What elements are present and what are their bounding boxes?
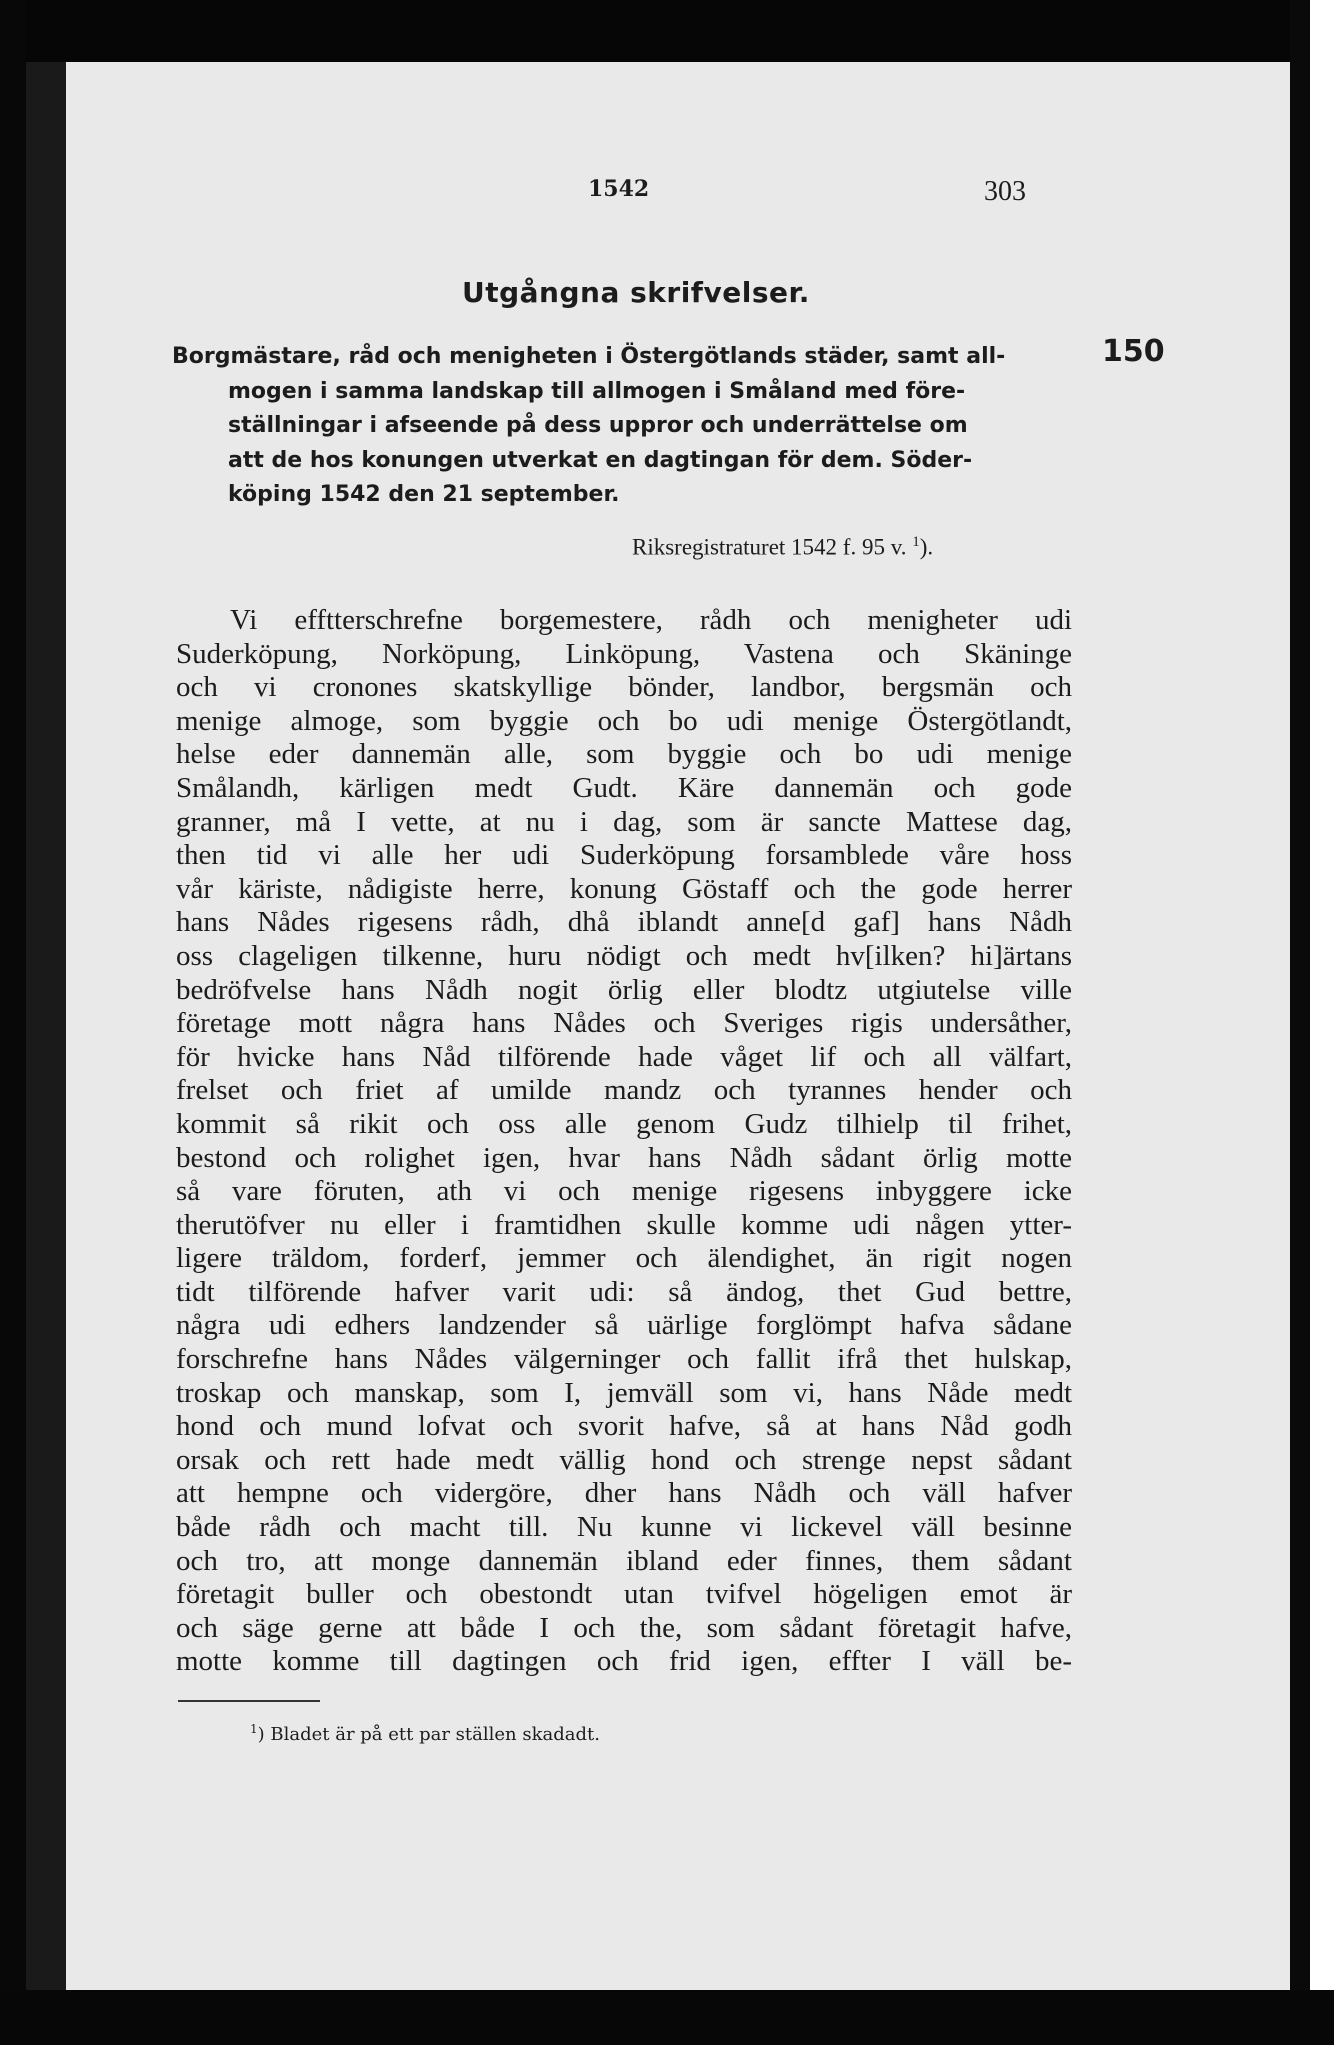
body-line: helse eder dannemän alle, som byggie och bo udi menige	[176, 738, 1072, 771]
scan-border-left	[0, 0, 26, 2045]
body-line: menige almoge, som byggie och bo udi menige Östergötlandt,	[176, 704, 1072, 737]
body-line: hans Nådes rigesens rådh, dhå iblandt anne[d gaf] hans Nådh	[176, 906, 1072, 939]
body-line: några udi edhers landzender så uärlige forglömpt hafva sådane	[176, 1309, 1072, 1342]
body-line: hond och mund lofvat och svorit hafve, så at hans Nåd godh	[176, 1410, 1072, 1443]
body-line: Smålandh, kärligen medt Gudt. Käre dannemän och gode	[176, 771, 1072, 804]
page-number: 303	[984, 176, 1026, 207]
body-line: then tid vi alle her udi Suderköpung forsamblede våre hoss	[176, 839, 1072, 872]
source-suffix: ).	[919, 534, 934, 560]
body-line: forschrefne hans Nådes välgerninger och fallit ifrå thet hulskap,	[176, 1343, 1072, 1376]
body-line: och vi cronones skatskyllige bönder, landbor, bergsmän och	[176, 671, 1072, 704]
summary-line: mogen i samma landskap till allmogen i Småland med före-	[228, 378, 966, 404]
body-line: företage mott några hans Nådes och Sveriges rigis undersåther,	[176, 1007, 1072, 1040]
summary-line: att de hos konungen utverkat en dagtingan för dem. Söder-	[228, 447, 973, 473]
scan-margin-right	[1310, 0, 1334, 2045]
source-text: Riksregistraturet 1542 f. 95 v.	[632, 534, 907, 560]
body-line: och tro, att monge dannemän ibland eder finnes, them sådant	[176, 1544, 1072, 1577]
body-line: ligere träldom, forderf, jemmer och älendighet, än rigit nogen	[176, 1242, 1072, 1275]
body-line: frelset och friet af umilde mandz och tyrannes hender och	[176, 1074, 1072, 1107]
footnote-marker: 1	[250, 1722, 258, 1736]
body-line: företagit buller och obestondt utan tvifvel högeligen emot är	[176, 1578, 1072, 1611]
footnote-text: ) Bladet är på ett par ställen skadadt.	[257, 1724, 600, 1745]
body-line: bedröfvelse hans Nådh nogit örlig eller blodtz utgiutelse ville	[176, 973, 1072, 1006]
body-line: Suderköpung, Norköpung, Linköpung, Vastena och Skäninge	[176, 637, 1072, 670]
source-reference	[632, 534, 933, 561]
summary-line: Borgmästare, råd och menigheten i Östergötlands städer, samt all-	[172, 344, 1006, 369]
body-line: troskap och manskap, som I, jemväll som vi, hans Nåde medt	[176, 1376, 1072, 1409]
body-line: och säge gerne att både I och the, som sådant företagit hafve,	[176, 1611, 1072, 1644]
body-line: så vare föruten, ath vi och menige rigesens inbyggere icke	[176, 1175, 1072, 1208]
body-line: motte komme till dagtingen och frid igen, effter I väll be-	[176, 1645, 1072, 1678]
footnote-marker: 1	[912, 534, 920, 550]
body-line: Vi efftterschrefne borgemestere, rådh och menigheter udi	[230, 604, 1072, 636]
body-line: therutöfver nu eller i framtidhen skulle komme udi någen ytter-	[176, 1208, 1072, 1241]
margin-document-number: 150	[1102, 334, 1165, 369]
letter-body	[176, 604, 1072, 1679]
body-line: tidt tilförende hafver varit udi: så ändog, thet Gud bettre,	[176, 1275, 1072, 1308]
body-line: för hvicke hans Nåd tilförende hade våget lif och all välfart,	[176, 1040, 1072, 1073]
section-title: Utgångna skrifvelser.	[462, 276, 810, 309]
body-line: orsak och rett hade medt vällig hond och strenge nepst sådant	[176, 1443, 1072, 1476]
body-line: både rådh och macht till. Nu kunne vi lickevel väll besinne	[176, 1511, 1072, 1544]
scan-border-top	[0, 0, 1334, 62]
footnote-rule	[178, 1700, 320, 1702]
document-summary	[172, 340, 1072, 513]
body-line: att hempne och vidergöre, dher hans Nådh och väll hafver	[176, 1477, 1072, 1510]
body-line: granner, må I vette, at nu i dag, som är sancte Mattese dag,	[176, 805, 1072, 838]
scan-border-bottom	[0, 1990, 1334, 2045]
running-header-year: 1542	[588, 176, 650, 202]
body-line: oss clageligen tilkenne, huru nödigt och medt hv[ilken? hi]ärtans	[176, 939, 1072, 972]
scan-border-right	[1290, 0, 1310, 2045]
body-line: kommit så rikit och oss alle genom Gudz tilhielp til frihet,	[176, 1107, 1072, 1140]
summary-line: köping 1542 den 21 september.	[228, 482, 620, 507]
body-line: bestond och rolighet igen, hvar hans Nådh sådant örlig motte	[176, 1141, 1072, 1174]
body-line: vår käriste, nådigiste herre, konung Göstaff och the gode herrer	[176, 872, 1072, 905]
scan-border-left-inner	[26, 62, 66, 1990]
summary-line: ställningar i afseende på dess uppror och underrättelse om	[228, 413, 968, 438]
footnote	[250, 1722, 600, 1745]
